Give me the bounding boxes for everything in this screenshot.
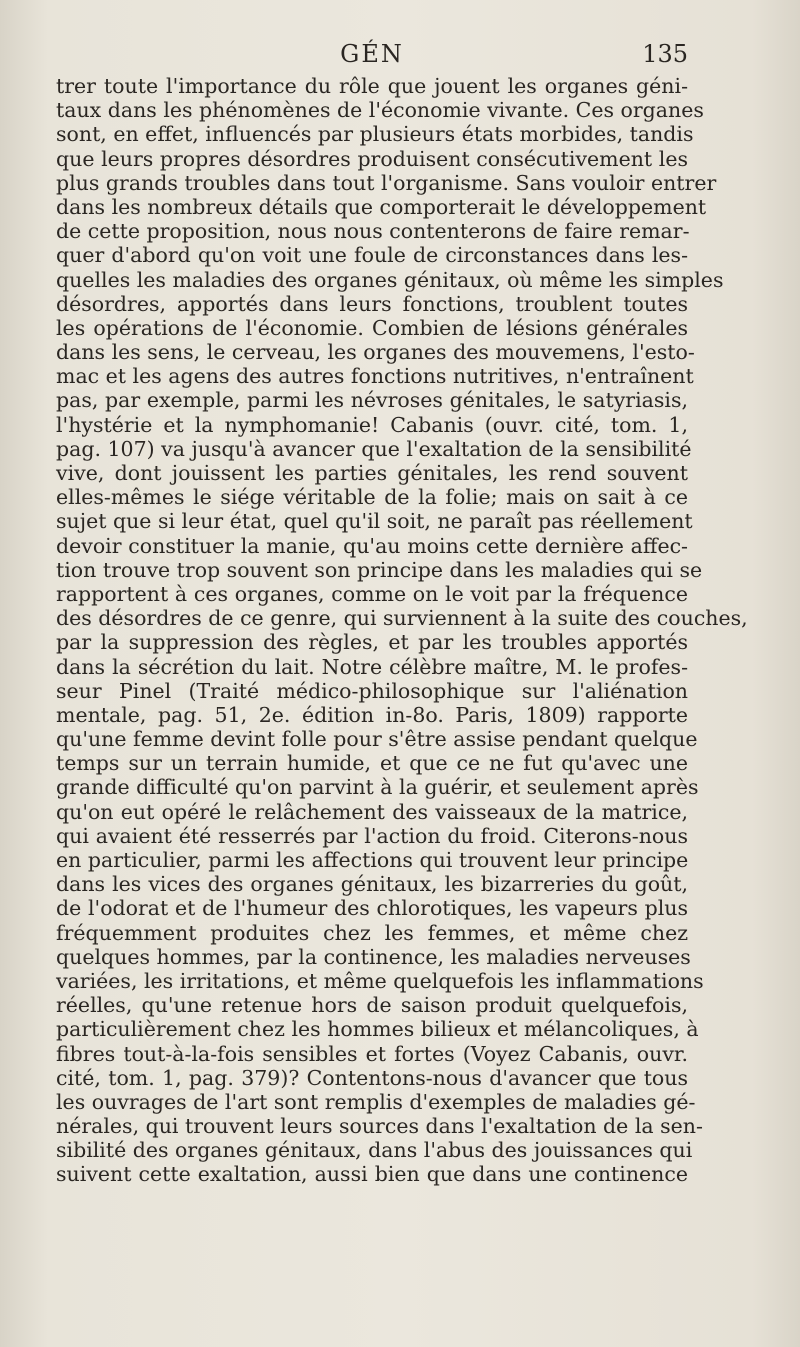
text-line: que leurs propres désordres produisent consécutivement les — [56, 146, 688, 171]
text-line: plus grands troubles dans tout l'organisme. Sans vouloir entrer — [56, 170, 717, 195]
text-line: désordres, apportés dans leurs fonctions, troublent toutes — [56, 291, 688, 316]
text-line: quelques hommes, par la continence, les maladies nerveuses — [56, 944, 691, 969]
text-line: temps sur un terrain humide, et que ce ne fut qu'avec une — [56, 751, 688, 776]
text-line: des désordres de ce genre, qui surviennent à la suite des couches, — [56, 606, 748, 631]
text-line: dans la sécrétion du lait. Notre célèbre maître, M. le profes- — [56, 654, 688, 679]
text-line: pag. 107) va jusqu'à avancer que l'exaltation de la sensibilité — [56, 436, 692, 461]
text-line: taux dans les phénomènes de l'économie vivante. Ces organes — [56, 98, 704, 123]
text-line: sibilité des organes génitaux, dans l'abus des jouissances qui — [56, 1138, 693, 1163]
text-line: elles-mêmes le siége véritable de la folie; mais on sait à ce — [56, 485, 688, 510]
text-line: qu'on eut opéré le relâchement des vaisseaux de la matrice, — [56, 799, 688, 824]
text-line: vive, dont jouissent les parties génitales, les rend souvent — [56, 461, 688, 485]
text-line: devoir constituer la manie, qu'au moins cette dernière affec- — [56, 533, 688, 558]
text-line: sont, en effet, influencés par plusieurs états morbides, tandis — [56, 122, 694, 147]
text-line: réelles, qu'une retenue hors de saison produit quelquefois, — [56, 993, 688, 1018]
page-header — [56, 40, 688, 74]
text-line: qui avaient été resserrés par l'action du froid. Citerons-nous — [56, 823, 688, 848]
text-line: sujet que si leur état, quel qu'il soit, ne paraît pas réellement — [56, 509, 693, 534]
text-line: nérales, qui trouvent leurs sources dans l'exaltation de la sen- — [56, 1114, 703, 1139]
text-line: par la suppression des règles, et par les troubles apportés — [56, 630, 688, 655]
text-line: quer d'abord qu'on voit une foule de circonstances dans les- — [56, 243, 688, 268]
text-line: particulièrement chez les hommes bilieux et mélancoliques, à — [56, 1017, 699, 1042]
text-line: mac et les agens des autres fonctions nutritives, n'entraînent — [56, 364, 694, 389]
text-line: cité, tom. 1, pag. 379)? Contentons-nous d'avancer que tous — [56, 1065, 688, 1090]
text-line: variées, les irritations, et même quelquefois les inflammations — [56, 968, 704, 993]
text-line: qu'une femme devint folle pour s'être assise pendant quelque — [56, 727, 698, 752]
text-line: fréquemment produites chez les femmes, et même chez — [56, 920, 688, 945]
text-line: fibres tout-à-la-fois sensibles et fortes (Voyez Cabanis, ouvr. — [56, 1041, 688, 1066]
text-line: dans les nombreux détails que comporterait le développement — [56, 194, 707, 219]
text-line: les opérations de l'économie. Combien de lésions générales — [56, 315, 688, 340]
text-line: en particulier, parmi les affections qui trouvent leur principe — [56, 848, 689, 872]
text-line: mentale, pag. 51, 2e. édition in-8o. Paris, 1809) rapporte — [56, 702, 688, 727]
running-head: GÉN — [340, 40, 404, 68]
text-line: tion trouve trop souvent son principe dans les maladies qui se — [56, 557, 703, 582]
text-line: dans les vices des organes génitaux, les bizarreries du goût, — [56, 872, 688, 897]
page-number: 135 — [642, 40, 688, 68]
text-line: de cette proposition, nous nous contenterons de faire remar- — [56, 219, 690, 244]
text-line: de l'odorat et de l'humeur des chlorotiques, les vapeurs plus — [56, 896, 688, 921]
text-line: pas, par exemple, parmi les névroses génitales, le satyriasis, — [56, 388, 688, 413]
text-line: rapportent à ces organes, comme on le voit par la fréquence — [56, 581, 688, 606]
text-line: l'hystérie et la nymphomanie! Cabanis (ouvr. cité, tom. 1, — [56, 412, 688, 437]
text-line: dans les sens, le cerveau, les organes des mouvemens, l'esto- — [56, 340, 695, 365]
text-line: grande difficulté qu'on parvint à la guérir, et seulement après — [56, 775, 699, 800]
body-text — [56, 74, 748, 1187]
text-line: seur Pinel (Traité médico-philosophique sur l'aliénation — [56, 678, 688, 703]
text-line: quelles les maladies des organes génitaux, où même les simples — [56, 267, 724, 292]
text-line: les ouvrages de l'art sont remplis d'exemples de maladies gé- — [56, 1089, 696, 1114]
text-line: trer toute l'importance du rôle que jouent les organes géni- — [56, 74, 688, 98]
text-line: suivent cette exaltation, aussi bien que dans une continence — [56, 1162, 688, 1187]
